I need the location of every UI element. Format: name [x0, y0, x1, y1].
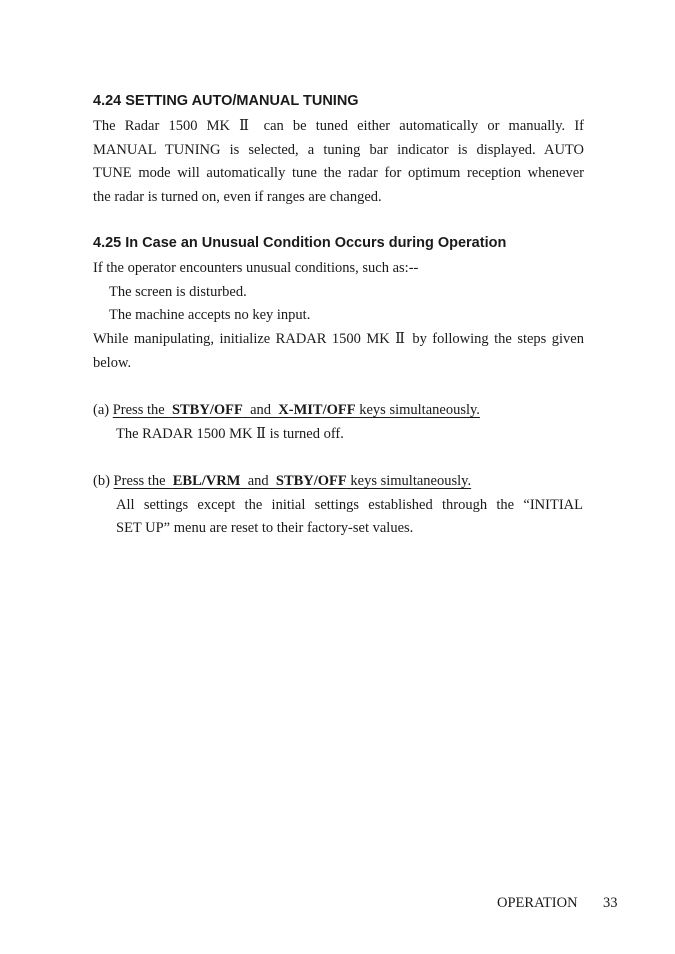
condition-item: The screen is disturbed. [109, 284, 247, 300]
step-text: and [250, 402, 272, 418]
step-b-result-line: SET UP” menu are reset to their factory-set values. [116, 520, 414, 536]
paragraph-line: MANUAL TUNING is selected, a tuning bar indicator is displayed. AUTO [93, 142, 584, 158]
step-b-instruction [93, 472, 471, 490]
paragraph-line: below. [93, 355, 132, 371]
step-text: keys simultaneously. [355, 402, 480, 418]
key-ebl-vrm: EBL/VRM [172, 473, 241, 489]
step-b-result-line: All settings except the initial settings established through the “INITIAL [116, 497, 583, 513]
paragraph-line: TUNE mode will automatically tune the radar for optimum reception whenever [93, 165, 584, 181]
key-x-mit-off: X-MIT/OFF [278, 402, 356, 418]
step-text: Press the [113, 473, 170, 489]
key-stby-off: STBY/OFF [171, 402, 243, 418]
paragraph-line: While manipulating, initialize RADAR 1500 MK Ⅱ by following the steps given [93, 331, 584, 347]
page-number: 33 [603, 895, 618, 911]
paragraph-line: the radar is turned on, even if ranges are changed. [93, 189, 382, 205]
footer-section: OPERATION [497, 895, 578, 911]
step-text: keys simultaneously. [346, 473, 472, 489]
section-heading-4-24: 4.24 SETTING AUTO/MANUAL TUNING [93, 93, 359, 109]
paragraph-line: The Radar 1500 MK Ⅱ can be tuned either automatically or manually. If [93, 118, 584, 134]
step-text: Press the [112, 402, 169, 418]
step-marker: (b) [93, 473, 114, 489]
step-b-underlined [114, 473, 472, 489]
condition-item: The machine accepts no key input. [109, 307, 311, 323]
step-a-result: The RADAR 1500 MK Ⅱ is turned off. [116, 426, 344, 442]
intro-line: If the operator encounters unusual conditions, such as:-- [93, 260, 419, 276]
key-stby-off: STBY/OFF [275, 473, 347, 489]
step-a-underlined [113, 402, 480, 418]
section-heading-4-25: 4.25 In Case an Unusual Condition Occurs during Operation [93, 235, 507, 251]
step-marker: (a) [93, 402, 113, 418]
step-text: and [247, 473, 269, 489]
step-a-instruction [93, 401, 480, 419]
